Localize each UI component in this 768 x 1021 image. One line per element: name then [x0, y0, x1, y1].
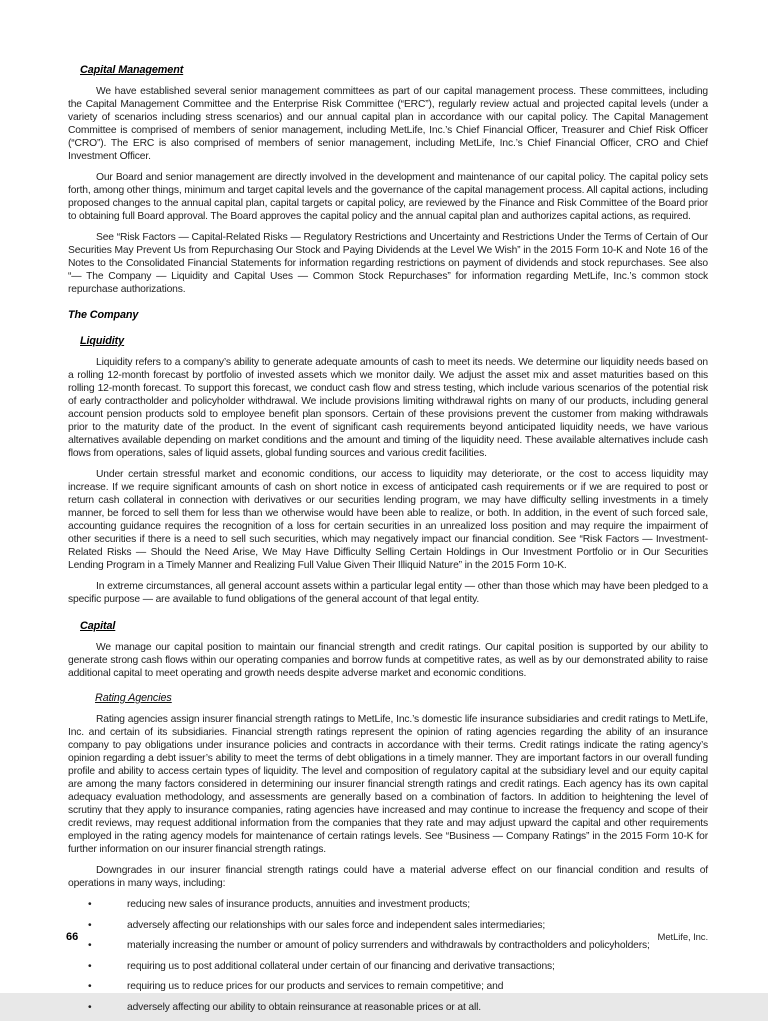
bullet-icon: • [88, 919, 92, 931]
bullet-icon: • [88, 1001, 92, 1013]
paragraph: Liquidity refers to a company’s ability to generate adequate amounts of cash to meet its needs. We determine our liquidity needs based on a rolling 12-month forecast by portfolio of invested assets which we monitor daily. We adjust the asset mix and asset maturities based on this rolling 12-month forecast. To support this forecast, we conduct cash flow and stress testing, which include various scenarios of the potential risk of early contractholder and policyholder withdrawal. We include provisions limiting withdrawal rights on many of our products, including general account pension products sold to employee benefit plan sponsors. Certain of these provisions prevent the customer from making withdrawals prior to the maturity date of the product. In the event of significant cash requirements beyond anticipated liquidity needs, we have various alternatives available depending on market conditions and the amount and timing of the liquidity need. These available alternatives include cash flows from operations, sales of liquid assets, global funding sources and various credit facilities. [68, 357, 708, 459]
list-item-text: requiring us to reduce prices for our products and services to remain competitive; and [127, 981, 504, 992]
footer-company-name: MetLife, Inc. [657, 932, 708, 943]
list-item-text: adversely affecting our relationships with our sales force and independent sales intermediaries; [127, 919, 546, 931]
list-item [68, 980, 708, 993]
page-content [68, 64, 708, 1021]
heading-the-company: The Company [68, 309, 139, 321]
list-item-text: reducing new sales of insurance products, annuities and investment products; [127, 899, 470, 910]
bullet-icon: • [88, 960, 92, 972]
paragraph: Downgrades in our insurer financial strength ratings could have a material adverse effect on our financial condition and results of operations in many ways, including: [68, 865, 708, 889]
paragraph: Rating agencies assign insurer financial strength ratings to MetLife, Inc.’s domestic life insurance subsidiaries and credit ratings to MetLife, Inc. and certain of its subsidiaries. Financial strength ratings represent the opinion of rating agencies regarding the ability of an insurance company to pay obligations under insurance policies and contracts in accordance with their terms. Credit ratings indicate the rating agency’s opinion regarding a debt issuer’s ability to meet the terms of debt obligations in a timely manner. They are important factors in our overall funding profile and ability to access certain types of liquidity. The level and composition of regulatory capital at the subsidiary level and our equity capital are among the many factors considered in determining our insurer financial strength ratings and credit ratings. Each agency has its own capital adequacy evaluation methodology, and assessments are generally based on a combination of factors. In addition to heightening the level of scrutiny that they apply to insurance companies, rating agencies have increased and may continue to increase the frequency and scope of their credit reviews, may request additional information from the companies that they rate and may adjust upward the capital and other requirements employed in the rating agency models for maintenance of certain ratings levels. See “Business — Company Ratings” in the 2015 Form 10-K for further information on our insurer financial strength ratings. [68, 714, 708, 855]
bullet-icon: • [88, 899, 92, 910]
list-item [68, 1001, 708, 1014]
heading-capital-management: Capital Management [80, 64, 184, 76]
bullet-icon: • [88, 940, 92, 951]
paragraph: See “Risk Factors — Capital-Related Risks — Regulatory Restrictions and Uncertainty and Restrictions Under the Terms of Certain of Our Securities May Prevent Us from Repurchasing Our Stock and Paying Dividends at the Level We Wish” in the 2015 Form 10-K and Note 16 of the Notes to the Consolidated Financial Statements for information regarding restrictions on payment of dividends and stock repurchases. See also “— The Company — Liquidity and Capital Uses — Common Stock Repurchases” for information regarding MetLife, Inc.’s common stock repurchase authorizations. [68, 232, 708, 295]
page-number: 66 [66, 931, 79, 943]
paragraph: Under certain stressful market and economic conditions, our access to liquidity may deteriorate, or the cost to access liquidity may increase. If we require significant amounts of cash on short notice in excess of anticipated cash requirements or if we are required to post or return cash collateral in connection with derivatives or our securities lending program, we may have difficulty selling investments in a timely manner, be forced to sell them for less than we otherwise would have been able to realize, or both. In addition, in the event of such forced sale, accounting guidance requires the recognition of a loss for certain securities in an unrealized loss position and may require the impairment of other securities if there is a need to sell such securities, which may negatively impact our financial condition. See “Risk Factors — Investment-Related Risks — Should the Need Arise, We May Have Difficulty Selling Certain Holdings in Our Investment Portfolio or in Our Securities Lending Program in a Timely Manner and Realizing Full Value Given Their Illiquid Nature” in the 2015 Form 10-K. [68, 469, 708, 571]
paragraph: Our Board and senior management are directly involved in the development and maintenance of our capital policy. The capital policy sets forth, among other things, minimum and target capital levels and the governance of the capital management process. All capital actions, including proposed changes to the annual capital plan, capital targets or capital policy, are reviewed by the Finance and Risk Committee of the Board prior to obtaining full Board approval. The Board approves the capital policy and the annual capital plan and authorizes capital actions, as required. [68, 172, 708, 222]
list-item [68, 919, 708, 932]
list-item-text: materially increasing the number or amount of policy surrenders and withdrawals by contractholders and policyholders; [127, 940, 650, 951]
downgrade-effects-list [68, 898, 708, 1014]
paragraph: In extreme circumstances, all general account assets within a particular legal entity — other than those which may have been pledged to a specific purpose — are available to fund obligations of the general account of that legal entity. [68, 581, 708, 605]
paragraph: We manage our capital position to maintain our financial strength and credit ratings. Our capital position is supported by our ability to generate strong cash flows within our operating companies and borrow funds at competitive rates, as well as by our demonstrated ability to raise additional capital to meet operating and growth needs despite adverse market and economic conditions. [68, 642, 708, 679]
list-item-text: adversely affecting our ability to obtain reinsurance at reasonable prices or at all. [127, 1001, 481, 1013]
page-footer [66, 931, 708, 943]
heading-liquidity: Liquidity [80, 335, 125, 347]
heading-capital: Capital [80, 620, 116, 632]
heading-rating-agencies: Rating Agencies [95, 692, 172, 704]
paragraph: We have established several senior management committees as part of our capital management process. These committees, including the Capital Management Committee and the Enterprise Risk Committee (“ERC”), regularly review actual and projected capital levels (under a variety of scenarios including stress scenarios) and our annual capital plan in accordance with our capital policy. The Capital Management Committee is comprised of members of senior management, including MetLife, Inc.’s Chief Financial Officer, Treasurer and Chief Risk Officer (“CRO”). The ERC is also comprised of members of senior management, including MetLife, Inc.’s Chief Financial Officer, CRO and Chief Investment Officer. [68, 86, 708, 162]
list-item [68, 898, 708, 911]
list-item [68, 960, 708, 973]
bullet-icon: • [88, 981, 92, 992]
list-item-text: requiring us to post additional collateral under certain of our financing and derivative transactions; [127, 960, 555, 972]
